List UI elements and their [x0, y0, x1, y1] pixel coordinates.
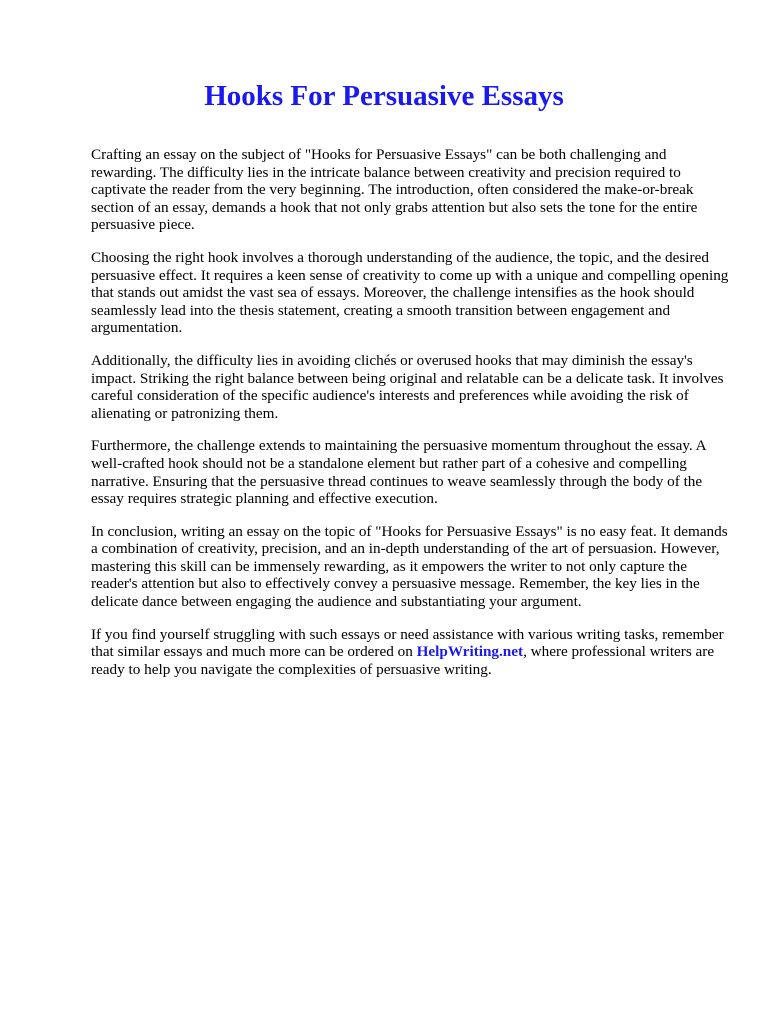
paragraph-intro: Crafting an essay on the subject of "Hooks for Persuasive Essays" can be both challenging and rewarding. The difficulty lies in the intricate balance between creativity and precision required to captivate the reader from the very beginning. The introduction, often considered the make-or-break section of an essay, demands a hook that not only grabs attention but also sets the tone for the entire persuasive piece.: [91, 146, 698, 234]
paragraph-conclusion: In conclusion, writing an essay on the topic of "Hooks for Persuasive Essays" is no easy feat. It demands a combination of creativity, precision, and an in-depth understanding of the art of persuasion. However, mastering this skill can be immensely rewarding, as it empowers the writer to not only capture the reader's attention but also to effectively convey a persuasive message. Remember, the key lies in the delicate dance between engaging the audience and substantiating your argument.: [91, 522, 728, 611]
paragraph-avoiding-cliches: Additionally, the difficulty lies in avoiding clichés or overused hooks that may diminish the essay's impact. Striking the right balance between being original and relatable can be a delicate task. It involves careful consideration of the specific audience's interests and preferences while avoiding the risk of alienating or patronizing them.: [91, 351, 724, 422]
paragraph-momentum: Furthermore, the challenge extends to maintaining the persuasive momentum throughout the essay. A well-crafted hook should not be a standalone element but rather part of a cohesive and compelling narrative. Ensuring that the persuasive thread continues to weave seamlessly through the body of the essay requires strategic planning and effective execution.: [91, 437, 706, 508]
paragraph-choosing-hook: Choosing the right hook involves a thorough understanding of the audience, the topic, and the desired persuasive effect. It requires a keen sense of creativity to come up with a unique and compelling opening that stands out amidst the vast sea of essays. Moreover, the challenge intensifies as the hook should seamlessly lead into the thesis statement, creating a smooth transition between engagement and argumentation.: [91, 248, 729, 337]
closing-text-after-link: , where professional writers are ready to help you navigate the complexities of persuasive writing.: [91, 643, 715, 678]
paragraph-closing: [91, 626, 731, 679]
page-title: Hooks For Persuasive Essays: [204, 80, 564, 112]
closing-text-before-link: If you find yourself struggling with such essays or need assistance with various writing tasks, remember that similar essays and much more can be ordered on: [91, 625, 724, 661]
document-body: [91, 146, 731, 693]
helpwriting-link[interactable]: HelpWriting.net: [416, 643, 524, 661]
